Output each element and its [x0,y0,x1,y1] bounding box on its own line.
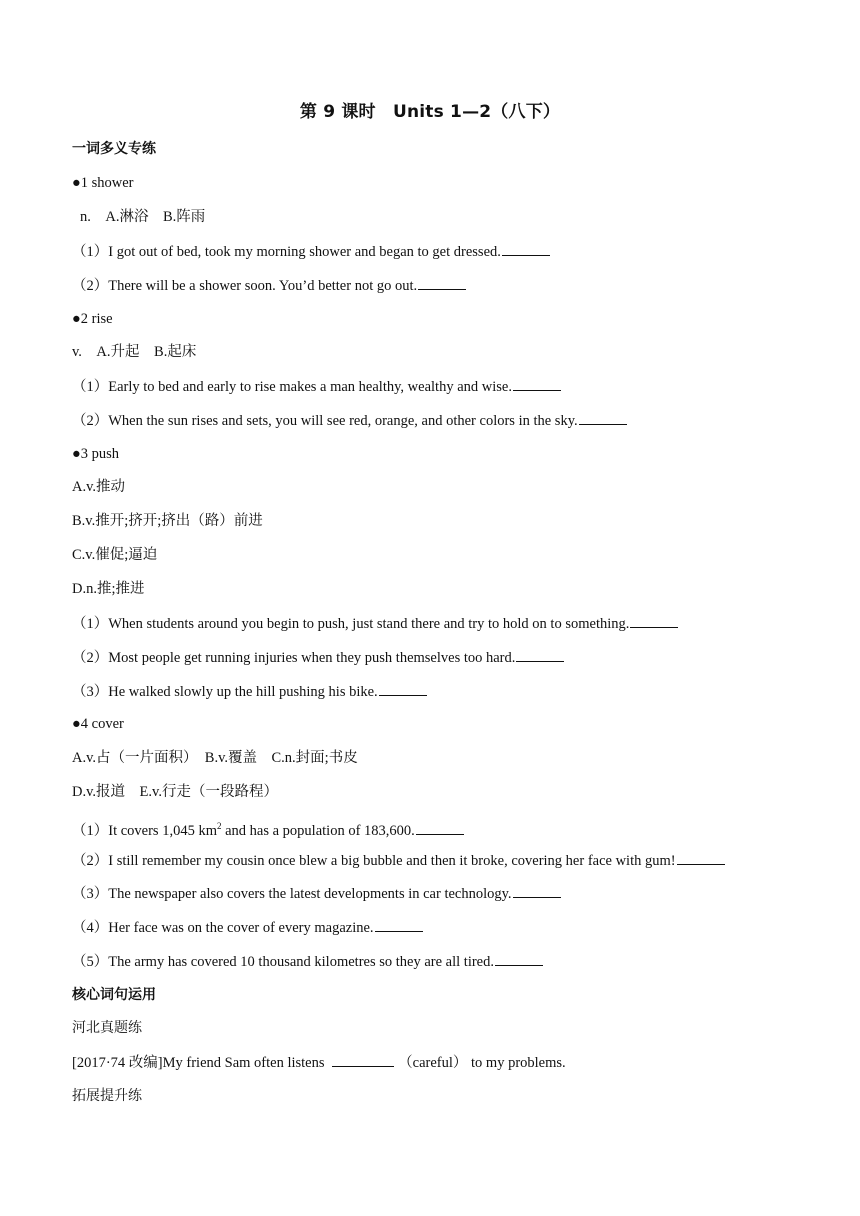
word-options-shower: n. A.淋浴 B.阵雨 [80,209,206,225]
answer-blank[interactable] [332,1053,394,1067]
sentence-text: （1）When students around you begin to push, just stand there and try to hold on to something. [72,616,630,632]
sentence-push-3 [72,682,427,701]
sentence-text: （3）He walked slowly up the hill pushing his bike. [72,684,378,700]
section-heading-core: 核心词句运用 [72,987,156,1003]
subheading-hebei: 河北真题练 [72,1020,142,1036]
answer-blank[interactable] [375,918,423,932]
word-option-push-a: A.v.推动 [72,479,126,495]
sentence-text: and has a population of 183,600. [221,822,415,839]
answer-blank[interactable] [516,648,564,662]
answer-blank[interactable] [513,884,561,898]
word-options-rise: v. A.升起 B.起床 [72,344,197,360]
sentence-cover-3 [72,884,561,903]
word-label-cover: ●4 cover [72,716,124,732]
subheading-expand: 拓展提升练 [72,1088,142,1104]
answer-blank[interactable] [416,821,464,835]
section-heading-polysemy: 一词多义专练 [72,141,156,157]
word-label-rise: ●2 rise [72,311,113,327]
sentence-text: （5）The army has covered 10 thousand kilometres so they are all tired. [72,954,494,970]
question-text: to my problems. [467,1055,566,1071]
sentence-text: （1）It covers 1,045 km [72,822,217,839]
sentence-shower-2 [72,276,466,295]
answer-blank[interactable] [677,851,725,865]
sentence-text: （2）There will be a shower soon. You’d better not go out. [72,278,418,294]
sentence-cover-2 [72,851,725,870]
sentence-shower-1 [72,242,550,261]
sentence-text: （2）When the sun rises and sets, you will see red, orange, and other colors in the sky. [72,413,578,429]
word-option-push-c: C.v.催促;逼迫 [72,547,158,563]
question-text: [2017·74 改编]My friend Sam often listens [72,1055,329,1071]
answer-blank[interactable] [418,276,466,290]
sentence-rise-1 [72,377,561,396]
sentence-cover-5 [72,952,543,971]
word-option-push-b: B.v.推开;挤开;挤出（路）前进 [72,513,263,529]
word-hint: （careful） [398,1055,468,1071]
sentence-cover-4 [72,918,423,937]
sentence-cover-1 [72,817,464,840]
word-label-push: ●3 push [72,446,120,462]
sentence-text: （2）I still remember my cousin once blew a big bubble and then it broke, covering her face with gum! [72,853,676,869]
sentence-text: （3）The newspaper also covers the latest developments in car technology. [72,886,512,902]
hebei-question [72,1053,566,1072]
word-label-shower: ●1 shower [72,175,134,191]
answer-blank[interactable] [379,682,427,696]
page-title: 第 9 课时 Units 1—2（八下） [299,102,561,122]
sentence-text: （2）Most people get running injuries when they push themselves too hard. [72,650,516,666]
word-option-push-d: D.n.推;推进 [72,581,145,597]
answer-blank[interactable] [579,411,627,425]
answer-blank[interactable] [630,614,678,628]
answer-blank[interactable] [502,242,550,256]
answer-blank[interactable] [513,377,561,391]
answer-blank[interactable] [495,952,543,966]
word-options-cover-2: D.v.报道 E.v.行走（一段路程） [72,784,278,800]
sentence-push-1 [72,614,678,633]
sentence-text: （1）Early to bed and early to rise makes a man healthy, wealthy and wise. [72,379,512,395]
sentence-rise-2 [72,411,627,430]
sentence-text: （1）I got out of bed, took my morning shower and began to get dressed. [72,244,501,260]
word-options-cover-1: A.v.占（一片面积） B.v.覆盖 C.n.封面;书皮 [72,750,358,766]
superscript: 2 [216,821,222,831]
sentence-push-2 [72,648,564,667]
sentence-text: （4）Her face was on the cover of every magazine. [72,920,374,936]
